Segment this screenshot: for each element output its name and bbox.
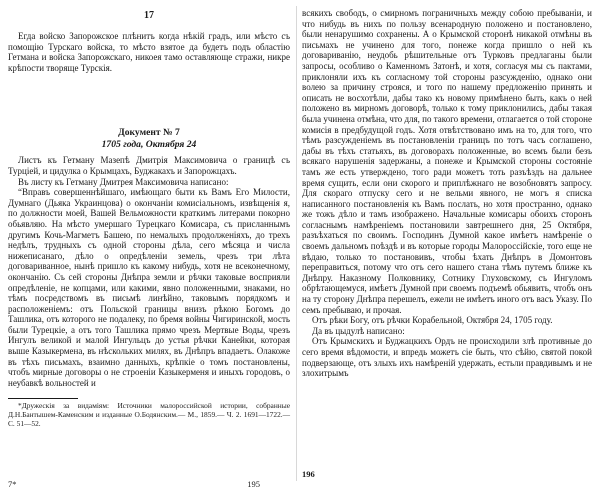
page-number: 195 bbox=[247, 479, 260, 489]
footnote: *Дружескія за видаміям: Источники малороссийской истории, собранные Д.Н.Бантышем-Каменским и изданные О.Бодянским.— М., 1859.— Ч. 2. 1691—1722.— С. 51—52. bbox=[8, 401, 290, 428]
cidulka-heading: Да въ цыдулѣ написано: bbox=[312, 325, 405, 336]
page-number: 196 bbox=[302, 469, 315, 479]
right-page bbox=[302, 0, 592, 487]
footnote-rule bbox=[8, 398, 78, 399]
sign-off: Отъ рѣки Богу, отъ рѣчки Корабельной, Октября 24, 1705 году. bbox=[312, 315, 553, 326]
document-summary: Листъ къ Гетману Мазепѣ Дмитрія Максимовича о границѣ съ Турціей, и цидулка о Крымцахъ, Буджакахъ и Запорожцахъ. bbox=[8, 155, 290, 176]
body-intro: Въ листу къ Гетману Дмитрея Максимовича написано: bbox=[18, 176, 229, 187]
left-page bbox=[8, 0, 290, 487]
signature-mark: 7* bbox=[8, 479, 17, 489]
section-number: 17 bbox=[144, 10, 154, 21]
body-text-continued: всякихъ свободъ, о смирномъ пограничныхъ между собою пребываніи, и что нибудь въ нихъ по пользу всенародную положено и постановлено, были ненарушимо сохранены. А о Крымской сторонѣ никакой отмѣны въ письмахъ не учинено для того, понеже когда пришло о ней къ договариванію, неудобь рѣшительные отъ Турковъ предлаганы были запросы, особливо о Каменномъ Затонѣ, и хотя, согласуя мы съ пактами, приклоняли ихъ къ согласному той стороны разсужденію, однако они волею за причину строяся, и того по нашему предложенію принять и описать не восхотѣли, дабы тако къ новому примѣнено быть, какъ о ней положено въ мирномъ договорѣ, только к тому приклонились, дабы такая была учинена отмѣна, что для, по такого времени, отлагается о той стороне комисія в предбудущой годъ. Хотя отвѣтствовано имъ на то, для того, что тѣмъ разсужденіемъ въ постановленіи границъ по тотъ часъ соглашено, дабы въ тѣхъ статьяхъ, въ договорахъ положенные, во всемъ были безъ всякаго нарушенія задержаны, а понеже и Крымской стороны состояніе тамъ же есть утверждено, того ради можетъ тоть разъѣздъ на дальнее время сущить, если они скорого и приплѣжнаго не возобновятъ запросу. Для скораго отпуску сего и не вельми явного, не могъ я списка написанного постановленія къ Вамъ послать, но хотя пространно, однако же тожъ дѣло и тамъ изображено. Начальные комисары обоихъ сторонъ согласнымъ намѣреніемъ постановили завтрешнего дня, 25 Октября, разъѣхаться по своимъ. Господинъ Думной какое имѣетъ намѣреніе о своемъ дальномъ поѣздѣ и въ которые городы Малороссійскіе, того еще не вѣдаю, только то постановивъ, чтобы ѣхать Днѣпръ в Домонтовъ переправиться, потому что отъ сего нашего стана тѣмъ путемъ ближе къ Днѣпру. Наказному Полковнику, Сотнику Глуховскому, съ Ингуломъ обрѣтающемуся, имѣетъ Думной при своемъ подъемѣ обьявить, чтобъ онъ на ту сторону Днѣпра перешелъ, ежели не имѣетъ иного отъ васъ Указу. По семъ пребываю, и прочая. bbox=[302, 8, 592, 315]
document-date: 1705 года, Октября 24 bbox=[101, 139, 197, 151]
page-gutter bbox=[296, 6, 297, 481]
intro-paragraph: Егда войско Запорожское плѣнитъ когда нѣкій градъ, или мѣсто съ помощію Турскаго войска, то мѣсто взятое да будетъ подъ областію Гетмана и войска Запорожскаго, никоея тамо оставляюще стражи, никре крѣпости творяще Турскія. bbox=[8, 31, 290, 73]
document-heading: Документ № 7 bbox=[118, 127, 180, 139]
body-text: “Вправъ совершеннѣйшаго, имѣющаго быти къ Вамъ Его Милости, Думнаго (Дьяка Украинцова) о окончаніи комисіальномъ, извѣщенія я, по должности моей, Вашей Вельможности краткимъ литерами покорно обьявляю. На мѣсто умершаго Турецкаго Комисара, съ присланнымъ другимъ Кочь-Магметъ Башею, по немалыхъ продолженіяхъ, до трехъ недѣлъ, трудныхъ съ одной стороны дѣла, сего мѣсяца и числа нижеписанаго, дѣло о опредѣленіи земель, чрезъ три лѣта договариванное, нынѣ пришло къ какому нибудь, хотя не всеконечному, окончанію. Съ сей стороны Днѣпра земли и рѣчки таковые восприяли опредѣленіе, не копцами, или какими, явно положенными, знаками, но тѣмъ посредствомъ въ письмѣ линѣйно, таковымъ порядкомъ и расположеніемъ: отъ Польской границы внизъ рѣкою Богомъ до Ташлика, отъ которого не подалеку, по бремя войны Чигиринской, мость были Турецкіе, а отъ того Ташлика прямо чрезъ Мертвые Воды, чрезъ Ингулъ великой и малой Ингульцъ до устья рѣчки Канейки, которая выше Казыкермена, въ нѣскольких милях, въ Днѣпръ впадаетъ. Олакоже въ тѣхъ письмахъ, взаимно данныхъ, крѣпкіе о томъ постановлены, чтобъ мирные договоры о не строеніи Казыкерменя и иныхъ городовъ, о неубавкѣ вольностей и bbox=[8, 187, 290, 388]
cidulka-text: Отъ Крымскихъ и Буджацкихъ Ордъ не происходили злѣ противные до сего время вѣдомости, и впредь можетъ сіе быть, что сѣйю, святой покой подверзающе, отъ злыхъ ихъ намѣреній удержать, естьли правдивымъ и не злохитрымъ bbox=[302, 336, 592, 379]
